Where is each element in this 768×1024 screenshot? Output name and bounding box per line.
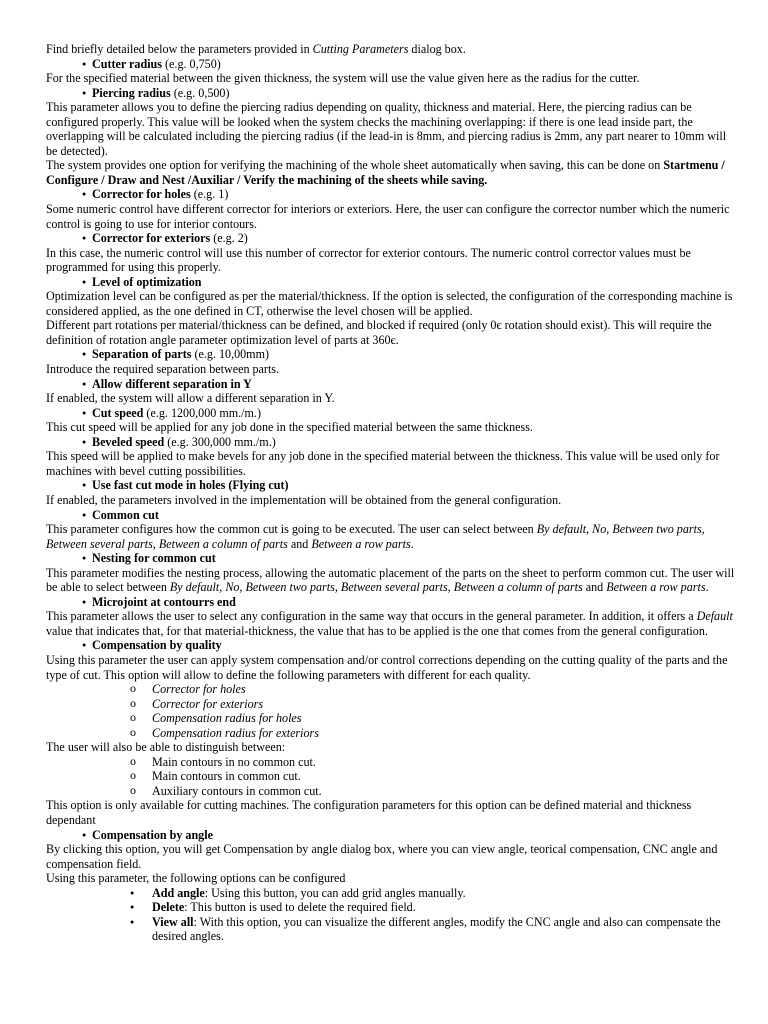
level-optimization-desc2: Different part rotations per material/thickness can be defined, and blocked if required (only 0є rotation should exist). This will require the definition of rotation angle parameter optimization level of parts at 360є. bbox=[46, 318, 712, 347]
bullet-microjoint: ● Microjoint at contourrs end bbox=[46, 595, 738, 610]
bullet-compensation-quality: ● Compensation by quality bbox=[46, 638, 738, 653]
bullet-cutter-radius: ● Cutter radius (e.g. 0,750) bbox=[46, 57, 738, 72]
bullet-piercing-radius: ● Piercing radius (e.g. 0,500) bbox=[46, 86, 738, 101]
list-item: ● Delete: This button is used to delete the required field. bbox=[46, 900, 738, 915]
compensation-angle-desc: By clicking this option, you will get Compensation by angle dialog box, where you can view angle, teorical compensation, CNC angle and compensation field. bbox=[46, 842, 718, 871]
microjoint-desc: This parameter allows the user to select any configuration in the same way that occurs in the general parameter. In addition, it offers a Default value that indicates that, for that material-thickness, the value that has to be applied is the one that comes from the general configuration. bbox=[46, 609, 733, 638]
bullet-corrector-exteriors: ● Corrector for exteriors (e.g. 2) bbox=[46, 231, 738, 246]
nesting-common-cut-desc: This parameter modifies the nesting process, allowing the automatic placement of the parts on the sheet to perform common cut. The user will be able to select between By default, No, Between two parts, Between several parts, Between a column of parts and Between a row parts. bbox=[46, 565, 735, 595]
bullet-cut-speed: ● Cut speed (e.g. 1200,000 mm./m.) bbox=[46, 406, 738, 421]
list-item: o Compensation radius for exteriors bbox=[46, 726, 738, 741]
bullet-compensation-angle: ● Compensation by angle bbox=[46, 828, 738, 843]
list-item: ● Add angle: Using this button, you can add grid angles manually. bbox=[46, 886, 738, 901]
bullet-allow-separation-y: ● Allow different separation in Y bbox=[46, 377, 738, 392]
corrector-holes-desc: Some numeric control have different corrector for interiors or exteriors. Here, the user can configure the corrector number which the numeric control is going to use for interior contours. bbox=[46, 202, 730, 231]
piercing-radius-desc2: The system provides one option for verifying the machining of the whole sheet automatically when saving, this can be done on Startmenu / Configure / Draw and Nest /Auxiliar / Verify the machining of the sheets while saving. bbox=[46, 158, 725, 187]
list-item: o Main contours in no common cut. bbox=[46, 755, 738, 770]
intro-text: Find briefly detailed below the parameters provided in Cutting Parameters dialog box. bbox=[46, 42, 466, 56]
cutter-radius-desc: For the specified material between the given thickness, the system will use the value given here as the radius for the cutter. bbox=[46, 71, 640, 86]
bullet-nesting-common-cut: ● Nesting for common cut bbox=[46, 551, 738, 566]
fast-cut-desc: If enabled, the parameters involved in the implementation will be obtained from the general configuration. bbox=[46, 492, 562, 507]
list-item: o Main contours in common cut. bbox=[46, 769, 738, 784]
list-item: o Corrector for exteriors bbox=[46, 697, 738, 712]
common-cut-desc: This parameter configures how the common cut is going to be executed. The user can select between By default, No, Between two parts, Between several parts, Between a column of parts and Between a row parts. bbox=[46, 522, 705, 551]
cut-speed-desc: This cut speed will be applied for any job done in the specified material between the same thickness. bbox=[46, 420, 533, 435]
bullet-common-cut: ● Common cut bbox=[46, 508, 738, 523]
allow-separation-y-desc: If enabled, the system will allow a different separation in Y. bbox=[46, 391, 335, 406]
separation-parts-desc: Introduce the required separation between parts. bbox=[46, 362, 280, 377]
corrector-exteriors-desc: In this case, the numeric control will use this number of corrector for exterior contours. The numeric control corrector values must be programmed for using this properly. bbox=[46, 245, 691, 275]
compensation-angle-desc2: Using this parameter, the following options can be configured bbox=[46, 871, 346, 886]
compensation-quality-distinguish: The user will also be able to distinguish between: bbox=[46, 740, 286, 755]
compensation-quality-note: This option is only available for cutting machines. The configuration parameters for this option can be defined material and thickness dependant bbox=[46, 798, 692, 827]
bullet-separation-parts: ● Separation of parts (e.g. 10,00mm) bbox=[46, 347, 738, 362]
bullet-level-optimization: ● Level of optimization bbox=[46, 275, 738, 290]
bullet-beveled-speed: ● Beveled speed (e.g. 300,000 mm./m.) bbox=[46, 435, 738, 450]
level-optimization-desc: Optimization level can be configured as per the material/thickness. If the option is selected, the configuration of the corresponding machine is considered applied, as the one defined in CT, otherwise the level chosen will be applied. bbox=[46, 289, 733, 318]
list-item: o Corrector for holes bbox=[46, 682, 738, 697]
menu-path: Startmenu / Configure / Draw and Nest /Auxiliar / Verify the machining of the sheets while saving. bbox=[46, 158, 725, 187]
bullet-corrector-holes: ● Corrector for holes (e.g. 1) bbox=[46, 187, 738, 202]
dialog-name: Cutting Parameters bbox=[312, 42, 409, 56]
list-item: o Auxiliary contours in common cut. bbox=[46, 784, 738, 799]
bullet-fast-cut: ● Use fast cut mode in holes (Flying cut) bbox=[46, 478, 738, 493]
piercing-radius-desc: This parameter allows you to define the piercing radius depending on quality, thickness and material. Here, the piercing radius can be configured properly. This value will be looked when the system checks the machining overlapping: if there is one lead inside part, the overlapping will be calculated including the piercing radius (if the lead-in is 8mm, and piercing radius is 2mm, any part nearer to 10mm will be detected). bbox=[46, 100, 727, 158]
list-item: o Compensation radius for holes bbox=[46, 711, 738, 726]
compensation-quality-desc: Using this parameter the user can apply system compensation and/or control corrections depending on the cutting quality of the parts and the type of cut. This option will allow to define the following parameters with different for each quality. bbox=[46, 652, 728, 682]
beveled-speed-desc: This speed will be applied to make bevels for any job done in the specified material between the thickness. This value will be used only for machines with bevel cutting possibilities. bbox=[46, 449, 720, 478]
list-item: ● View all: With this option, you can visualize the different angles, modify the CNC angle and also can compensate the desired angles. bbox=[46, 915, 738, 944]
